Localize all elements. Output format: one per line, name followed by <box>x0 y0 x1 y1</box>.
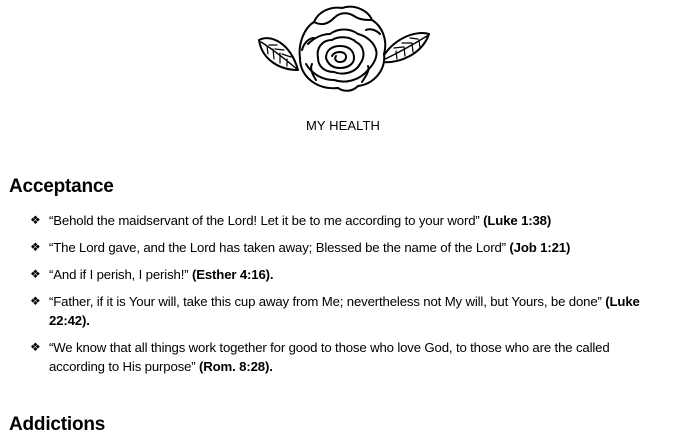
scripture-reference: (Luke <box>605 294 640 309</box>
quote-text: “And if I perish, I perish!” <box>49 267 192 282</box>
diamond-bullet-icon: ❖ <box>30 240 41 254</box>
diamond-bullet-icon: ❖ <box>30 213 41 227</box>
list-item <box>30 338 610 376</box>
rose-bloom-icon <box>300 7 386 91</box>
list-item <box>30 238 590 257</box>
rose-logo-icon <box>256 4 432 94</box>
scripture-reference: (Job 1:21) <box>509 240 571 255</box>
page-title: MY HEALTH <box>305 118 381 133</box>
quote-text: “We know that all things work together for good to those who love God, to those who are the called <box>49 340 610 355</box>
list-item <box>30 265 590 284</box>
section-heading-acceptance: Acceptance <box>9 176 114 197</box>
scripture-reference: (Rom. 8:28). <box>199 359 273 374</box>
quote-text-continued: according to His purpose” <box>49 359 200 374</box>
diamond-bullet-icon: ❖ <box>30 340 41 354</box>
left-leaf-icon <box>259 38 298 70</box>
right-leaf-icon <box>380 33 429 62</box>
scripture-reference-continued: 22:42). <box>49 313 90 328</box>
quote-text: “Behold the maidservant of the Lord! Let it be to me according to your word” <box>49 213 484 228</box>
quote-text: “Father, if it is Your will, take this cup away from Me; nevertheless not My will, but Yours, be done” <box>49 294 606 309</box>
diamond-bullet-icon: ❖ <box>30 267 41 281</box>
quote-list-acceptance <box>30 211 640 384</box>
scripture-reference: (Luke 1:38) <box>483 213 552 228</box>
scripture-reference: (Esther 4:16). <box>191 267 274 282</box>
list-item <box>30 211 590 230</box>
diamond-bullet-icon: ❖ <box>30 294 41 308</box>
section-heading-addictions: Addictions <box>9 414 106 435</box>
list-item <box>30 292 640 330</box>
quote-text: “The Lord gave, and the Lord has taken away; Blessed be the name of the Lord” <box>49 240 510 255</box>
